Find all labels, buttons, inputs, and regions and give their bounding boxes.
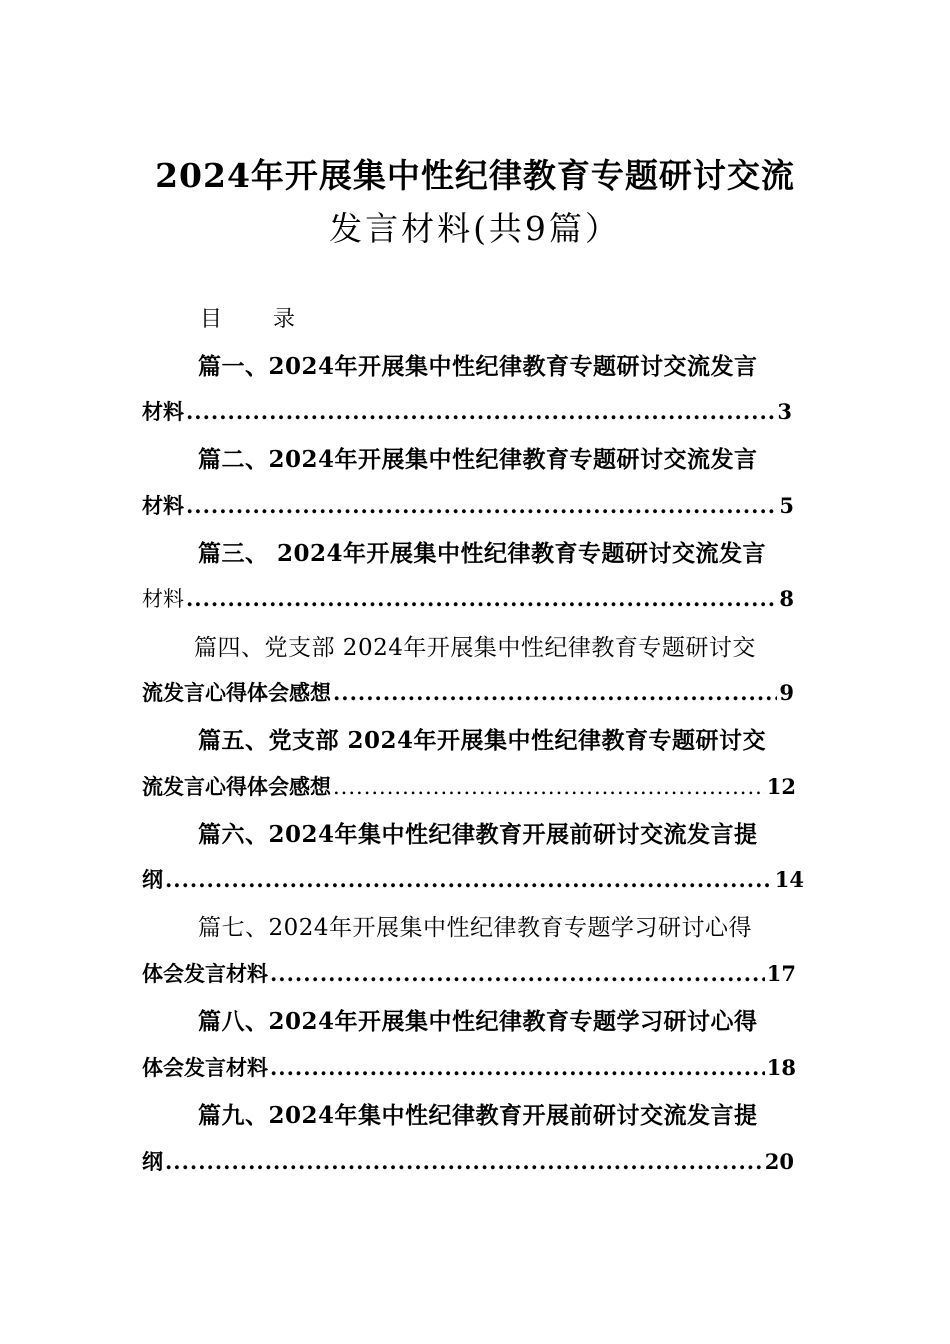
toc-entry-6-page-number: 14 (774, 867, 804, 892)
toc-entry-2-title[interactable]: 篇二、2024年开展集中性纪律教育专题研讨交流发言 (198, 446, 758, 473)
toc-entry-9-continuation-text: 纲 (142, 1149, 163, 1174)
toc-entry-7-continuation[interactable] (142, 958, 796, 988)
toc-entry-5-page-number: 12 (766, 774, 796, 799)
toc-entry-9-title[interactable]: 篇九、2024年集中性纪律教育开展前研讨交流发言提 (198, 1102, 758, 1129)
toc-entry-8-leader (270, 1055, 765, 1080)
toc-entry-5-continuation[interactable] (142, 771, 796, 801)
document-title-line-1: 2024年开展集中性纪律教育专题研讨交流 (155, 156, 795, 195)
toc-entry-8-continuation-text: 体会发言材料 (142, 1055, 268, 1080)
toc-entry-7-continuation-text: 体会发言材料 (142, 961, 268, 986)
toc-entry-2-leader (186, 493, 777, 518)
toc-entry-1-title[interactable]: 篇一、2024年开展集中性纪律教育专题研讨交流发言 (198, 353, 758, 380)
toc-entry-4-leader (333, 680, 777, 705)
toc-entry-3-page-number: 8 (779, 586, 794, 611)
toc-entry-7-leader (270, 961, 765, 986)
toc-entry-3-continuation-text: 材料 (142, 587, 184, 611)
toc-entry-6-continuation[interactable] (142, 864, 804, 894)
toc-entry-7-title[interactable]: 篇七、2024年开展集中性纪律教育专题学习研讨心得 (198, 915, 753, 941)
toc-entry-5-continuation-text: 流发言心得体会感想 (142, 774, 331, 799)
toc-entry-9-page-number: 20 (764, 1149, 794, 1174)
toc-entry-8-continuation[interactable] (142, 1052, 796, 1082)
toc-entry-4-continuation-text: 流发言心得体会感想 (142, 680, 331, 705)
toc-entry-4-page-number: 9 (779, 680, 794, 705)
toc-heading: 目 录 (200, 307, 317, 332)
toc-entry-6-leader (165, 867, 773, 892)
toc-entry-4-continuation[interactable] (142, 677, 794, 707)
toc-entry-3-leader (186, 586, 777, 611)
toc-entry-6-continuation-text: 纲 (142, 867, 163, 892)
toc-entry-5-title[interactable]: 篇五、党支部 2024年开展集中性纪律教育专题研讨交 (198, 727, 767, 754)
toc-entry-2-continuation-text: 材料 (142, 493, 184, 518)
toc-entry-9-continuation[interactable] (142, 1146, 794, 1176)
toc-entry-5-leader (333, 775, 765, 799)
document-title-line-2: 发言材料(共9篇） (329, 209, 621, 248)
toc-entry-4-title[interactable]: 篇四、党支部 2024年开展集中性纪律教育专题研讨交 (194, 635, 756, 661)
toc-entry-8-page-number: 18 (766, 1055, 796, 1080)
toc-entry-3-continuation[interactable] (142, 583, 794, 613)
toc-entry-6-title[interactable]: 篇六、2024年集中性纪律教育开展前研讨交流发言提 (198, 821, 758, 848)
toc-entry-8-title[interactable]: 篇八、2024年开展集中性纪律教育专题学习研讨心得 (198, 1008, 758, 1035)
toc-entry-2-continuation[interactable] (142, 490, 794, 520)
toc-entry-7-page-number: 17 (766, 961, 796, 986)
toc-entry-1-continuation[interactable] (142, 396, 792, 426)
toc-entry-2-page-number: 5 (779, 493, 794, 518)
toc-entry-3-title[interactable]: 篇三、 2024年开展集中性纪律教育专题研讨交流发言 (198, 540, 767, 567)
toc-entry-9-leader (165, 1149, 763, 1174)
toc-entry-1-page-number: 3 (777, 399, 792, 424)
toc-entry-1-leader (186, 399, 775, 424)
toc-entry-1-continuation-text: 材料 (142, 399, 184, 424)
